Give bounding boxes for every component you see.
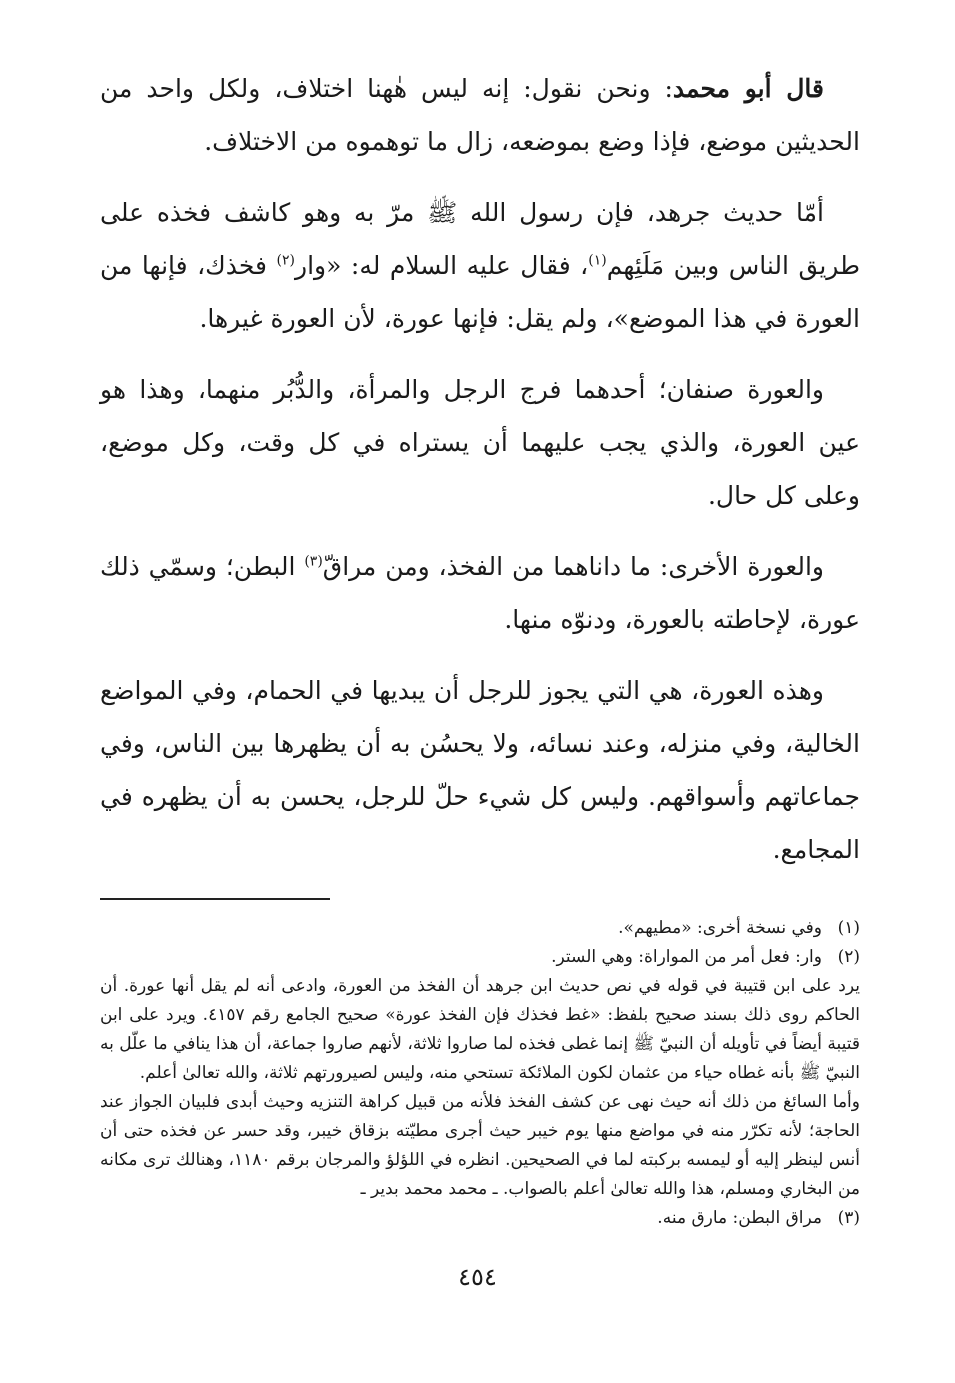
footnote-1 <box>100 914 860 943</box>
footnotes <box>100 914 860 1233</box>
paragraph-2 <box>100 186 860 345</box>
paragraph-4-text-a: والعورة الأخرى: ما داناهما من الفخذ، ومن مراقّ <box>322 552 824 581</box>
footnote-3-number: (٣) <box>837 1208 860 1228</box>
footnote-2-text: وار: فعل أمر من المواراة: وهي الستر. <box>551 947 822 967</box>
footnote-1-text: وفي نسخة أخرى: «مطيهم». <box>618 918 822 938</box>
footnote-ref-1[interactable]: (١) <box>588 252 607 269</box>
paragraph-5: وهذه العورة، هي التي يجوز للرجل أن يبديها في الحمام، وفي المواضع الخالية، وفي منزله، وعند نسائه، ولا يحسُن به أن يظهرها بين الناس، وفي جماعاتهم وأسواقهم. وليس كل شيء حلّ للرجل، يحسن به أن يظهره في المجامع. <box>100 676 860 864</box>
paragraph-2-text-c: فخذك، فإنها من العورة في هذا الموضع»، ولم يقل: فإنها عورة، لأن العورة غيرها. <box>100 251 860 333</box>
paragraph-3: والعورة صنفان؛ أحدهما فرج الرجل والمرأة، والدُّبُر منهما، وهذا هو عين العورة، والذي يجب عليهما أن يستراه في كل وقت، وكل موضع، وعلى كل حال. <box>100 375 860 510</box>
footnote-2 <box>100 943 860 972</box>
page-number: ٤٥٤ <box>458 1263 497 1291</box>
paragraph-4-text-b: البطن؛ وسمّي ذلك عورة، لإحاطته بالعورة، ودنوّه منها. <box>100 552 860 634</box>
page-content <box>100 62 860 1233</box>
footnote-3-text: مراق البطن: مارق منه. <box>657 1208 822 1228</box>
speaker-name: قال أبو محمد <box>672 74 825 103</box>
footnote-1-number: (١) <box>837 918 860 938</box>
paragraph-4 <box>100 540 860 646</box>
paragraph-2-text-a: أمّا حديث جرهد، فإن رسول الله ﷺ مرّ به وهو كاشف فخذه على طريق الناس وبين مَلَئِهم <box>100 198 860 280</box>
footnote-ref-2[interactable]: (٢) <box>276 252 295 269</box>
main-text <box>100 62 860 876</box>
footnote-2-commentary <box>100 972 860 1204</box>
footnote-divider <box>100 898 330 900</box>
footnote-ref-3[interactable]: (٣) <box>304 553 323 570</box>
paragraph-2-text-b: ، فقال عليه السلام له: «وار <box>295 251 589 280</box>
footnote-2-number: (٢) <box>837 947 860 967</box>
footnote-2-commentary-1: يرد على ابن قتيبة في قوله في نص حديث ابن جرهد أن الفخذ من العورة، وادعى أنه لم يقل أنها عورة. أن الحاكم روى ذلك بسند صحيح بلفظ: «غط فخذك فإن الفخذ عورة» صحيح الجامع رقم ٤١٥٧. ويرد على ابن قتيبة أيضاً في تأويله أن النبيّ ﷺ إنما غطى فخذه لما صاروا ثلاثة، لأنهم صاروا جماعة، أن هذا ينافي ما علّل به النبيّ ﷺ بأنه غطاه حياء من عثمان لكون الملائكة تستحي منه، وليس لصيرورتهم ثلاثة، والله تعالىٰ أعلم. <box>100 976 860 1083</box>
paragraph-1-text: : ونحن نقول: إنه ليس هٰهنا اختلاف، ولكل واحد من الحديثين موضع، فإذا وضع بموضعه، زال ما توهموه من الاختلاف. <box>100 74 860 156</box>
footnote-3 <box>100 1204 860 1233</box>
footnote-2-commentary-2: وأما السائغ من ذلك أنه حيث نهى عن كشف الفخذ فلأنه من قبيل كراهة التنزيه وحيث أبدى فلبيان الجواز عند الحاجة؛ لأنه تكرّر منه في مواضع منها يوم خيبر حيث أجرى مطيّته بزقاق خيبر، وقد حسر عن فخذه حتى أن أنس لينظر إليه أو ليمسه بركبته لما في الصحيحين. انظره في اللؤلؤ والمرجان برقم ١١٨٠، وهنالك ترى مكانه من البخاري ومسلم، هذا والله تعالىٰ أعلم بالصواب. ـ محمد محمد بدير ـ <box>100 1092 860 1199</box>
paragraph-1 <box>100 62 860 168</box>
